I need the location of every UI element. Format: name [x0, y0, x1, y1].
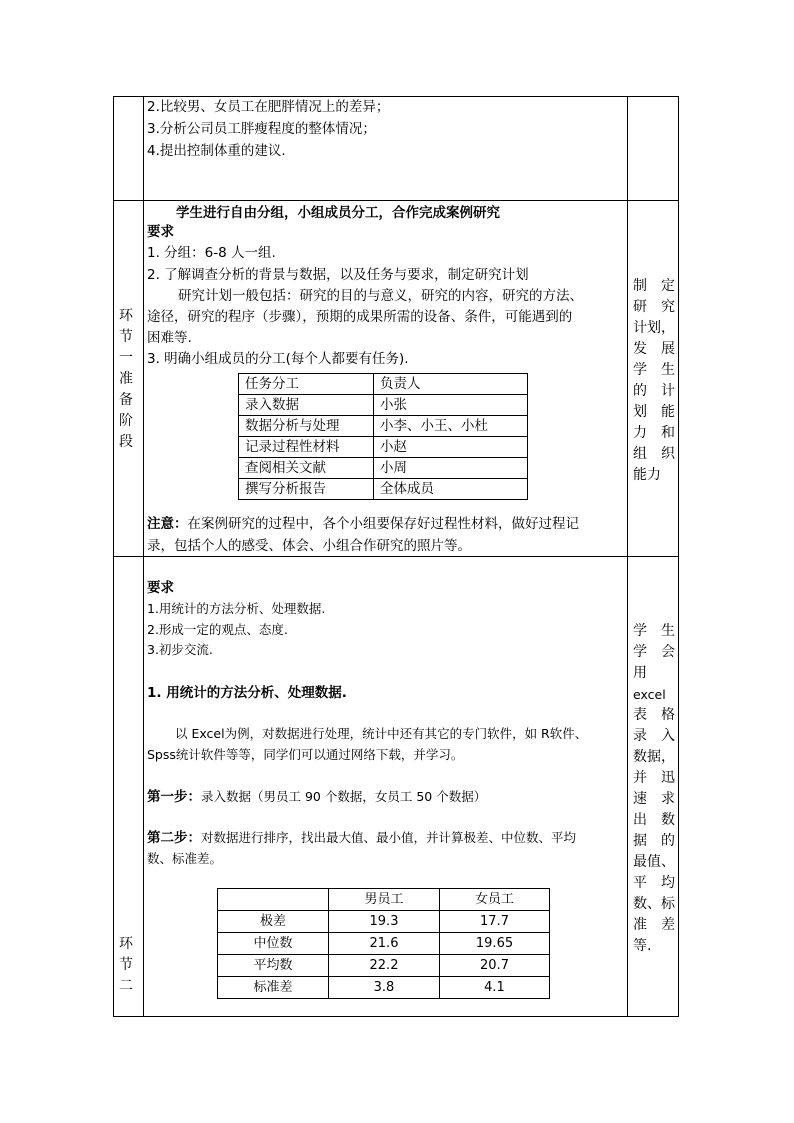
stage2-req-item-2: 2.形成一定的观点、态度.	[147, 622, 288, 637]
note-line-1	[147, 514, 579, 534]
plan-text-line-1: 研究计划一般包括：研究的目的与意义，研究的内容，研究的方法、	[178, 288, 583, 304]
stage2-requirements-title: 要求	[147, 580, 174, 596]
table-cell: 录入数据	[239, 395, 374, 416]
paragraph-line-2: Spss统计软件等等，同学们可以通过网络下载，并学习。	[147, 747, 464, 762]
table-row	[239, 437, 528, 458]
plan-text-line-2: 途径，研究的程序（步骤），预期的成果所需的设备、条件，可能遇到的	[147, 309, 573, 325]
table-cell: 标准差	[218, 977, 329, 999]
table-row	[218, 889, 550, 911]
table-row	[239, 479, 528, 500]
note-label: 注意：	[147, 516, 188, 532]
step2-line-2: 数、标准差。	[147, 851, 223, 866]
table-cell: 小李、小王、小杜	[374, 416, 528, 437]
step2-line	[147, 828, 576, 848]
table-row	[218, 955, 550, 977]
table-cell: 极差	[218, 911, 329, 933]
stage1-item-1: 1. 分组：6-8 人一组.	[147, 245, 276, 261]
task-assignment-table	[238, 373, 528, 500]
stage1-requirements-title: 要求	[147, 224, 174, 240]
table-cell: 小周	[374, 458, 528, 479]
table-cell: 3.8	[329, 977, 440, 999]
table-cell: 20.7	[440, 955, 550, 977]
lesson-plan-table	[113, 96, 679, 1017]
step1-label: 第一步：	[147, 789, 201, 805]
step1-text: 录入数据（男员工 90 个数据，女员工 50 个数据）	[201, 789, 487, 804]
table-row	[239, 395, 528, 416]
table-header-task: 任务分工	[239, 374, 374, 395]
stage2-label: 环 节 二	[119, 936, 133, 994]
table-cell: 17.7	[440, 911, 550, 933]
table-cell: 记录过程性材料	[239, 437, 374, 458]
table-header-blank	[218, 889, 329, 911]
table-cell: 平均数	[218, 955, 329, 977]
table-cell: 全体成员	[374, 479, 528, 500]
table-cell: 撰写分析报告	[239, 479, 374, 500]
table-row	[218, 933, 550, 955]
table-cell: 19.65	[440, 933, 550, 955]
table-row	[239, 458, 528, 479]
table-row	[218, 977, 550, 999]
paragraph-line-1: 以 Excel为例，对数据进行处理，统计中还有其它的专门软件，如 R软件、	[175, 726, 588, 741]
table-cell: 小张	[374, 395, 528, 416]
table-row	[239, 416, 528, 437]
goal-item-2: 2.比较男、女员工在肥胖情况上的差异；	[147, 99, 390, 115]
stage1-item-3: 3. 明确小组成员的分工(每个人都要有任务).	[147, 351, 409, 367]
plan-text-line-3: 困难等.	[147, 330, 192, 346]
table-cell: 19.3	[329, 911, 440, 933]
goal-item-3: 3.分析公司员工胖瘦程度的整体情况；	[147, 121, 376, 137]
table-cell: 22.2	[329, 955, 440, 977]
table-row	[218, 911, 550, 933]
table-cell: 21.6	[329, 933, 440, 955]
table-cell: 查阅相关文献	[239, 458, 374, 479]
table-header-owner: 负责人	[374, 374, 528, 395]
stage1-goal-column: 制 定 研 究 计划， 发 展 学 生 的 计 划 能 力 和 组 织 能力	[633, 278, 675, 483]
table-header-female: 女员工	[440, 889, 550, 911]
table-cell: 中位数	[218, 933, 329, 955]
goal-item-4: 4.提出控制体重的建议.	[147, 143, 286, 159]
step1-line	[147, 787, 486, 807]
table-row	[239, 374, 528, 395]
row-divider	[114, 200, 678, 201]
note-text: 在案例研究的过程中，各个小组要保存好过程性材料，做好过程记	[187, 516, 579, 532]
step2-text: 对数据进行排序，找出最大值、最小值，并计算极差、中位数、平均	[201, 830, 577, 845]
stage1-heading: 学生进行自由分组，小组成员分工，合作完成案例研究	[176, 205, 500, 221]
step2-label: 第二步：	[147, 830, 201, 846]
stage1-item-2: 2. 了解调查分析的背景与数据，以及任务与要求，制定研究计划	[147, 267, 529, 283]
stage2-req-item-3: 3.初步交流.	[147, 642, 213, 657]
stage2-req-item-1: 1.用统计的方法分析、处理数据.	[147, 601, 326, 616]
stage2-goal-column: 学 生 学 会 用 excel 表 格 录 入 数据， 并 迅 速 求 出 数 据 的 最值、 平 均 数、标 准 差 等.	[633, 623, 675, 954]
table-cell: 4.1	[440, 977, 550, 999]
table-header-male: 男员工	[329, 889, 440, 911]
row-divider	[114, 556, 678, 557]
note-line-2: 录，包括个人的感受、体会、小组合作研究的照片等。	[147, 538, 471, 554]
table-cell: 数据分析与处理	[239, 416, 374, 437]
statistics-table	[217, 888, 550, 999]
table-cell: 小赵	[374, 437, 528, 458]
stage1-label: 环 节 一 准 备 阶 段	[119, 308, 133, 450]
section-heading: 1. 用统计的方法分析、处理数据.	[147, 685, 347, 701]
